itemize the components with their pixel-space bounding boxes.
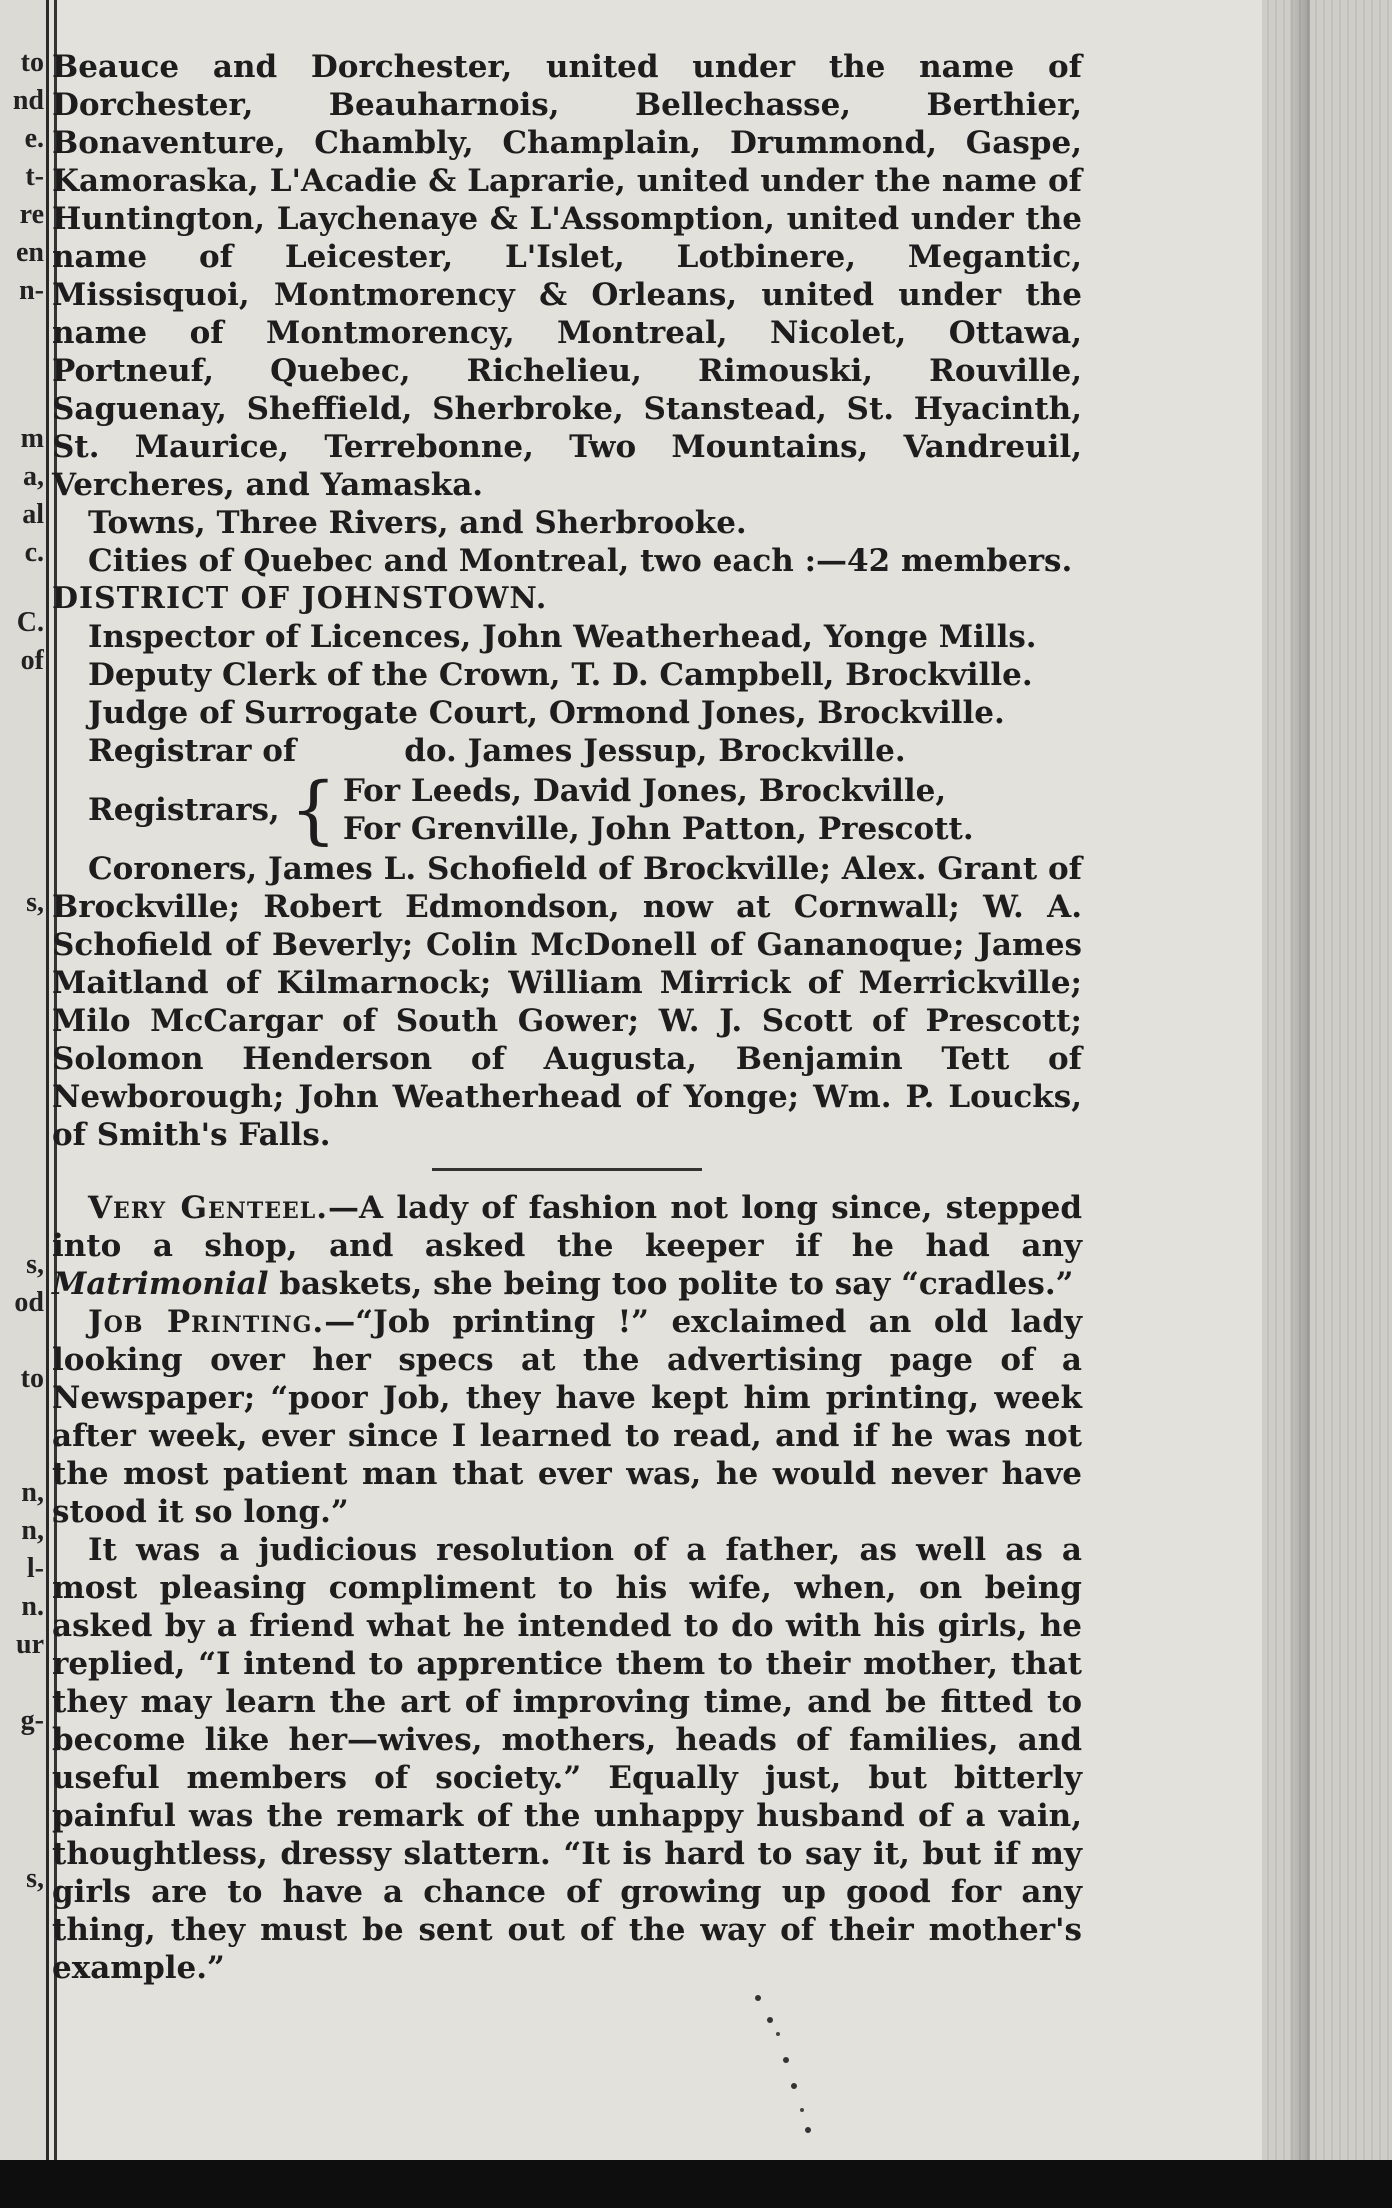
adjacent-page-fragment: g-	[20, 1706, 44, 1736]
text-column	[52, 48, 1082, 1987]
page-edge-shadow	[1290, 0, 1310, 2208]
adjacent-page-fragment: C.	[16, 608, 44, 638]
brace-icon: {	[289, 767, 337, 853]
official-registrar: Registrar of do. James Jessup, Brockville.	[88, 733, 906, 769]
ink-smudge	[750, 1990, 830, 2140]
adjacent-page-fragment: al	[22, 500, 44, 530]
district-heading: DISTRICT OF JOHNSTOWN.	[52, 581, 548, 616]
towns-line: Towns, Three Rivers, and Sherbrooke.	[88, 505, 747, 541]
book-page-edges	[1262, 0, 1392, 2208]
adjacent-page-fragment: e.	[24, 124, 44, 154]
section-divider	[432, 1168, 702, 1171]
adjacent-page-fragment: c.	[24, 538, 44, 568]
genteel-text-after: baskets, she being too polite to say “cradles.”	[268, 1266, 1074, 1302]
adjacent-page-fragment: to	[20, 48, 44, 78]
job-printing-title: Job Printing.	[88, 1304, 325, 1340]
adjacent-page-fragment: re	[19, 200, 44, 230]
scan-bottom-border	[0, 2160, 1392, 2208]
genteel-text-before: —A lady of fashion not long since, stepped into a shop, and asked the keeper if he had any	[52, 1190, 1082, 1264]
adjacent-page-strip	[0, 0, 49, 2208]
counties-paragraph: Beauce and Dorchester, united under the name of Dorchester, Beauharnois, Bellechasse, Berthier, Bonaventure, Chambly, Champlain, Drummond, Gaspe, Kamoraska, L'Acadie & Laprarie, united under the name of Huntington, Laychenaye & L'Assomption, united under the name of Leicester, L'Islet, Lotbinere, Megantic, Missisquoi, Montmorency & Orleans, united under the name of Montmorency, Montreal, Nicolet, Ottawa, Portneuf, Quebec, Richelieu, Rimouski, Rouville, Saguenay, Sheffield, Sherbroke, Stanstead, St. Hyacinth, St. Maurice, Terrebonne, Two Mountains, Vandreuil, Vercheres, and Yamaska.	[52, 49, 1082, 503]
adjacent-page-fragment: s,	[26, 1250, 44, 1280]
adjacent-page-fragment: to	[20, 1364, 44, 1394]
father-paragraph: It was a judicious resolution of a father, as well as a most pleasing compliment to his wife, when, on being asked by a friend what he intended to do with his girls, he replied, “I intend to apprentice them to their mother, that they may learn the art of improving time, and be fitted to become like her—wives, mothers, heads of families, and useful members of society.” Equally just, but bitterly painful was the remark of the unhappy husband of a vain, thoughtless, dressy slattern. “It is hard to say it, but if my girls are to have a chance of growing up good for any thing, they must be sent out of the way of their mother's example.”	[52, 1532, 1082, 1986]
registrars-block	[52, 767, 1082, 853]
adjacent-page-fragment: n-	[19, 276, 44, 306]
registrar-leeds: For Leeds, David Jones, Brockville,	[342, 773, 947, 809]
registrar-grenville: For Grenville, John Patton, Prescott.	[342, 811, 974, 847]
official-inspector: Inspector of Licences, John Weatherhead, Yonge Mills.	[88, 619, 1037, 655]
adjacent-page-fragment: en	[16, 238, 44, 268]
adjacent-page-fragment: nd	[12, 86, 44, 116]
job-printing-paragraph	[52, 1303, 1082, 1531]
adjacent-page-fragment: n,	[21, 1478, 44, 1508]
job-printing-text: —“Job printing !” exclaimed an old lady looking over her specs at the advertising page of a Newspaper; “poor Job, they have kept him printing, week after week, ever since I learned to read, and if he was not the most patient man that ever was, he would never have stood it so long.”	[52, 1304, 1082, 1530]
adjacent-page-fragment: m	[20, 424, 44, 454]
adjacent-page-fragment: s,	[26, 888, 44, 918]
adjacent-page-fragment: of	[20, 646, 44, 676]
adjacent-page-fragment: a,	[23, 462, 44, 492]
official-deputy-clerk: Deputy Clerk of the Crown, T. D. Campbell, Brockville.	[88, 657, 1033, 693]
genteel-title: Very Genteel.	[88, 1190, 328, 1226]
official-judge: Judge of Surrogate Court, Ormond Jones, Brockville.	[88, 695, 1005, 731]
adjacent-page-fragment: n.	[21, 1592, 44, 1622]
genteel-emphasis: Matrimonial	[52, 1266, 269, 1302]
genteel-paragraph	[52, 1189, 1082, 1303]
adjacent-page-fragment: od	[14, 1288, 44, 1318]
adjacent-page-fragment: t-	[25, 162, 44, 192]
adjacent-page-fragment: l-	[26, 1554, 44, 1584]
cities-line: Cities of Quebec and Montreal, two each :—42 members.	[88, 543, 1073, 579]
adjacent-page-fragment: ur	[16, 1630, 44, 1660]
adjacent-page-fragment: n,	[21, 1516, 44, 1546]
coroners-paragraph: Coroners, James L. Schofield of Brockville; Alex. Grant of Brockville; Robert Edmondson, now at Cornwall; W. A. Schofield of Beverly; Colin McDonell of Gananoque; James Maitland of Kilmarnock; William Mirrick of Merrickville; Milo McCargar of South Gower; W. J. Scott of Prescott; Solomon Henderson of Augusta, Benjamin Tett of Newborough; John Weatherhead of Yonge; Wm. P. Loucks, of Smith's Falls.	[52, 851, 1082, 1153]
registrars-label: Registrars,	[88, 792, 280, 828]
adjacent-page-fragment: s,	[26, 1864, 44, 1894]
